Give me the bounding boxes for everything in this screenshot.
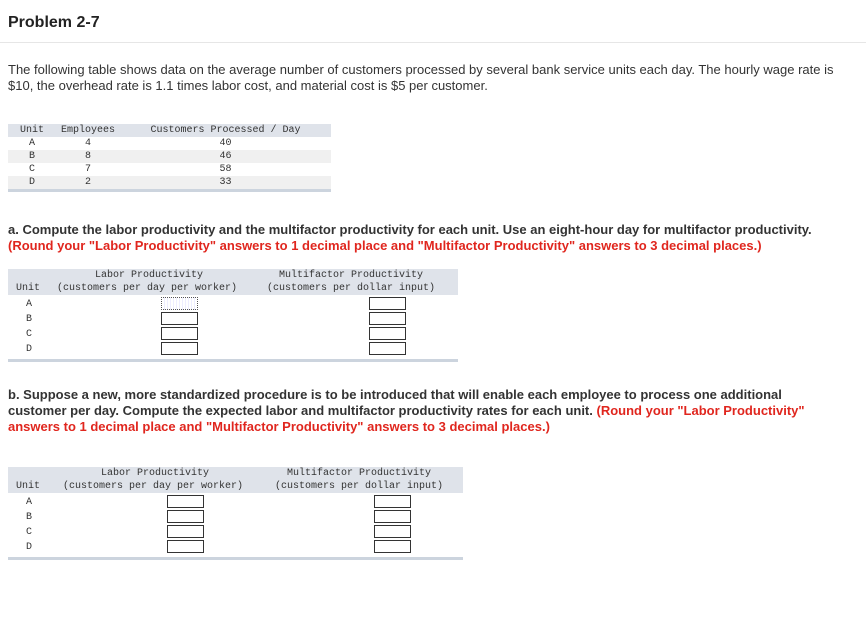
a-multi-input-a[interactable] bbox=[369, 297, 406, 310]
answer-row-c bbox=[8, 327, 458, 342]
cell-employees: 2 bbox=[84, 177, 91, 188]
answer-row-b bbox=[8, 312, 458, 327]
header-employees: Employees bbox=[60, 125, 115, 136]
part-b-instruction: (Round your "Labor Productivity" answers to 1 decimal place and "Multifactor Productivity" answers to 3 decimal places.) bbox=[8, 403, 805, 434]
intro-text: The following table shows data on the average number of customers processed by several bank service units each day. The hourly wage rate is $10, the overhead rate is 1.1 times labor cost, and material cost is $5 per customer. bbox=[8, 62, 834, 93]
multi-subheader: (customers per dollar input) bbox=[275, 481, 444, 492]
labor-header: Labor Productivity bbox=[95, 270, 204, 281]
labor-header: Labor Productivity bbox=[101, 468, 210, 479]
row-unit-label: D bbox=[25, 542, 32, 553]
answer-row-c bbox=[8, 525, 463, 540]
table-row bbox=[8, 163, 331, 176]
part-a-text: a. Compute the labor productivity and the multifactor productivity for each unit. Use an eight-hour day for multifactor productivity. bbox=[8, 222, 812, 237]
multi-header: Multifactor Productivity bbox=[279, 270, 424, 281]
cell-unit: A bbox=[28, 138, 35, 149]
data-table-bottom-rule bbox=[8, 189, 331, 192]
table-row bbox=[8, 176, 331, 189]
b-multi-input-d[interactable] bbox=[374, 540, 411, 553]
cell-employees: 7 bbox=[84, 164, 91, 175]
row-unit-label: B bbox=[25, 314, 32, 325]
labor-subheader: (customers per day per worker) bbox=[57, 283, 238, 294]
part-a-instruction: (Round your "Labor Productivity" answers to 1 decimal place and "Multifactor Productivity" answers to 3 decimal places.) bbox=[8, 238, 762, 253]
part-b-text: b. Suppose a new, more standardized procedure is to be introduced that will enable each employee to process one additional customer per day. Compute the expected labor and multifactor productivity rates for each unit. bbox=[8, 387, 782, 418]
answer-table-a-header bbox=[8, 269, 458, 295]
answer-row-a bbox=[8, 297, 458, 312]
b-labor-input-b[interactable] bbox=[167, 510, 204, 523]
data-table-header bbox=[8, 124, 331, 137]
table-row bbox=[8, 137, 331, 150]
a-labor-input-c[interactable] bbox=[161, 327, 198, 340]
part-b-question bbox=[8, 387, 808, 435]
cell-employees: 8 bbox=[84, 151, 91, 162]
a-labor-input-b[interactable] bbox=[161, 312, 198, 325]
b-labor-input-c[interactable] bbox=[167, 525, 204, 538]
answer-row-b bbox=[8, 510, 463, 525]
row-unit-label: C bbox=[25, 527, 32, 538]
answer-table-a bbox=[8, 269, 458, 362]
b-multi-input-a[interactable] bbox=[374, 495, 411, 508]
cell-unit: B bbox=[28, 151, 35, 162]
answer-table-b-header bbox=[8, 467, 463, 493]
header-unit: Unit bbox=[19, 125, 44, 136]
unit-header: Unit bbox=[16, 481, 41, 492]
a-multi-input-c[interactable] bbox=[369, 327, 406, 340]
answer-table-b bbox=[8, 467, 463, 560]
b-multi-input-c[interactable] bbox=[374, 525, 411, 538]
table-row bbox=[8, 150, 331, 163]
cell-unit: D bbox=[28, 177, 35, 188]
header-customers: Customers Processed / Day bbox=[150, 125, 301, 136]
answer-row-d bbox=[8, 540, 463, 555]
row-unit-label: B bbox=[25, 512, 32, 523]
cell-customers: 40 bbox=[219, 138, 232, 149]
labor-subheader: (customers per day per worker) bbox=[63, 481, 244, 492]
answer-table-b-bottom-rule bbox=[8, 557, 463, 560]
data-table bbox=[8, 124, 331, 189]
row-unit-label: D bbox=[25, 344, 32, 355]
cell-customers: 46 bbox=[219, 151, 232, 162]
row-unit-label: C bbox=[25, 329, 32, 340]
b-labor-input-d[interactable] bbox=[167, 540, 204, 553]
multi-header: Multifactor Productivity bbox=[287, 468, 432, 479]
a-multi-input-d[interactable] bbox=[369, 342, 406, 355]
answer-table-a-bottom-rule bbox=[8, 359, 458, 362]
b-multi-input-b[interactable] bbox=[374, 510, 411, 523]
part-a-question bbox=[8, 222, 848, 254]
cell-employees: 4 bbox=[84, 138, 91, 149]
cell-customers: 58 bbox=[219, 164, 232, 175]
answer-row-d bbox=[8, 342, 458, 357]
row-unit-label: A bbox=[25, 299, 32, 310]
problem-title: Problem 2-7 bbox=[8, 14, 100, 31]
cell-customers: 33 bbox=[219, 177, 232, 188]
a-multi-input-b[interactable] bbox=[369, 312, 406, 325]
header-divider bbox=[0, 42, 866, 43]
multi-subheader: (customers per dollar input) bbox=[267, 283, 436, 294]
a-labor-input-a[interactable] bbox=[161, 297, 198, 310]
cell-unit: C bbox=[28, 164, 35, 175]
answer-row-a bbox=[8, 495, 463, 510]
a-labor-input-d[interactable] bbox=[161, 342, 198, 355]
row-unit-label: A bbox=[25, 497, 32, 508]
b-labor-input-a[interactable] bbox=[167, 495, 204, 508]
unit-header: Unit bbox=[16, 283, 41, 294]
